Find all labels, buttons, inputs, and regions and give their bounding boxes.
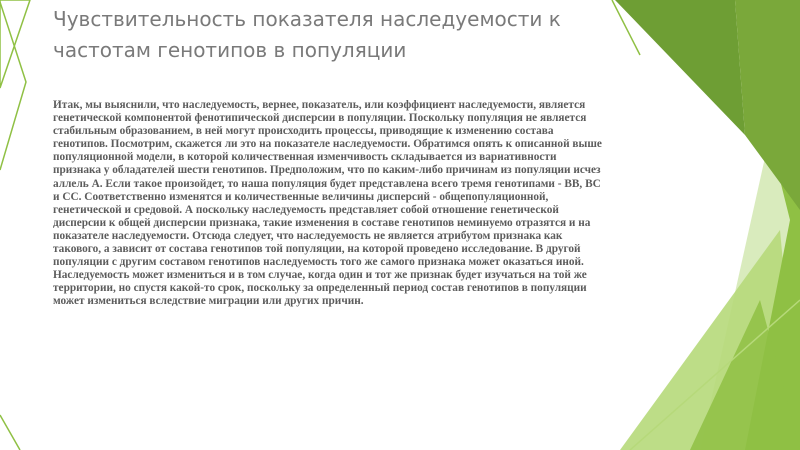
top-left-wedge [0, 0, 30, 88]
bottom-left-line [0, 415, 20, 450]
slide-title: Чувствительность показателя наследуемости к частотам генотипов в популяции [53, 7, 561, 62]
slide-body-text: Итак, мы выяснили, что наследуемость, вернее, показатель, или коэффициент наследуемости, является генетической компонентой фенотипической дисперсии в популяции. Поскольку популяция не является стабильным образованием, в ней могут происходить процессы, приводящие к изменению состава генотипов. Посмотрим, скажется ли это на показателе наследуемости. Обратимся опять к описанной выше популяционной модели, в которой количественная изменчивость складывается из вариативности признака у обладателей шести генотипов. Предположим, что по каким-либо причинам из популяции исчез аллель А. Если такое произойдет, то наша популяция будет представлена всего тремя генотипами - BB, BC и CC. Соответственно изменятся и количественные величины дисперсий - общепопуляционной, генетической и средовой. А поскольку наследуемость представляет собой отношение генетической дисперсии к общей дисперсии признака, такие изменения в составе генотипов неминуемо отразятся и на показателе наследуемости. Отсюда следует, что наследуемость не является атрибутом признака как такового, а зависит от состава генотипов той популяции, на которой проведено исследование. В другой популяции с другим составом генотипов наследуемость того же самого признака может оказаться иной. Наследуемость может измениться и в том случае, когда один и тот же признак будет изучаться на той же территории, но спустя какой-то срок, поскольку за определенный период состав генотипов в популяции может измениться вследствие миграции или других причин. [53, 99, 602, 308]
right-facet-dark-top [615, 0, 745, 135]
left-arrow-outline [0, 2, 26, 170]
